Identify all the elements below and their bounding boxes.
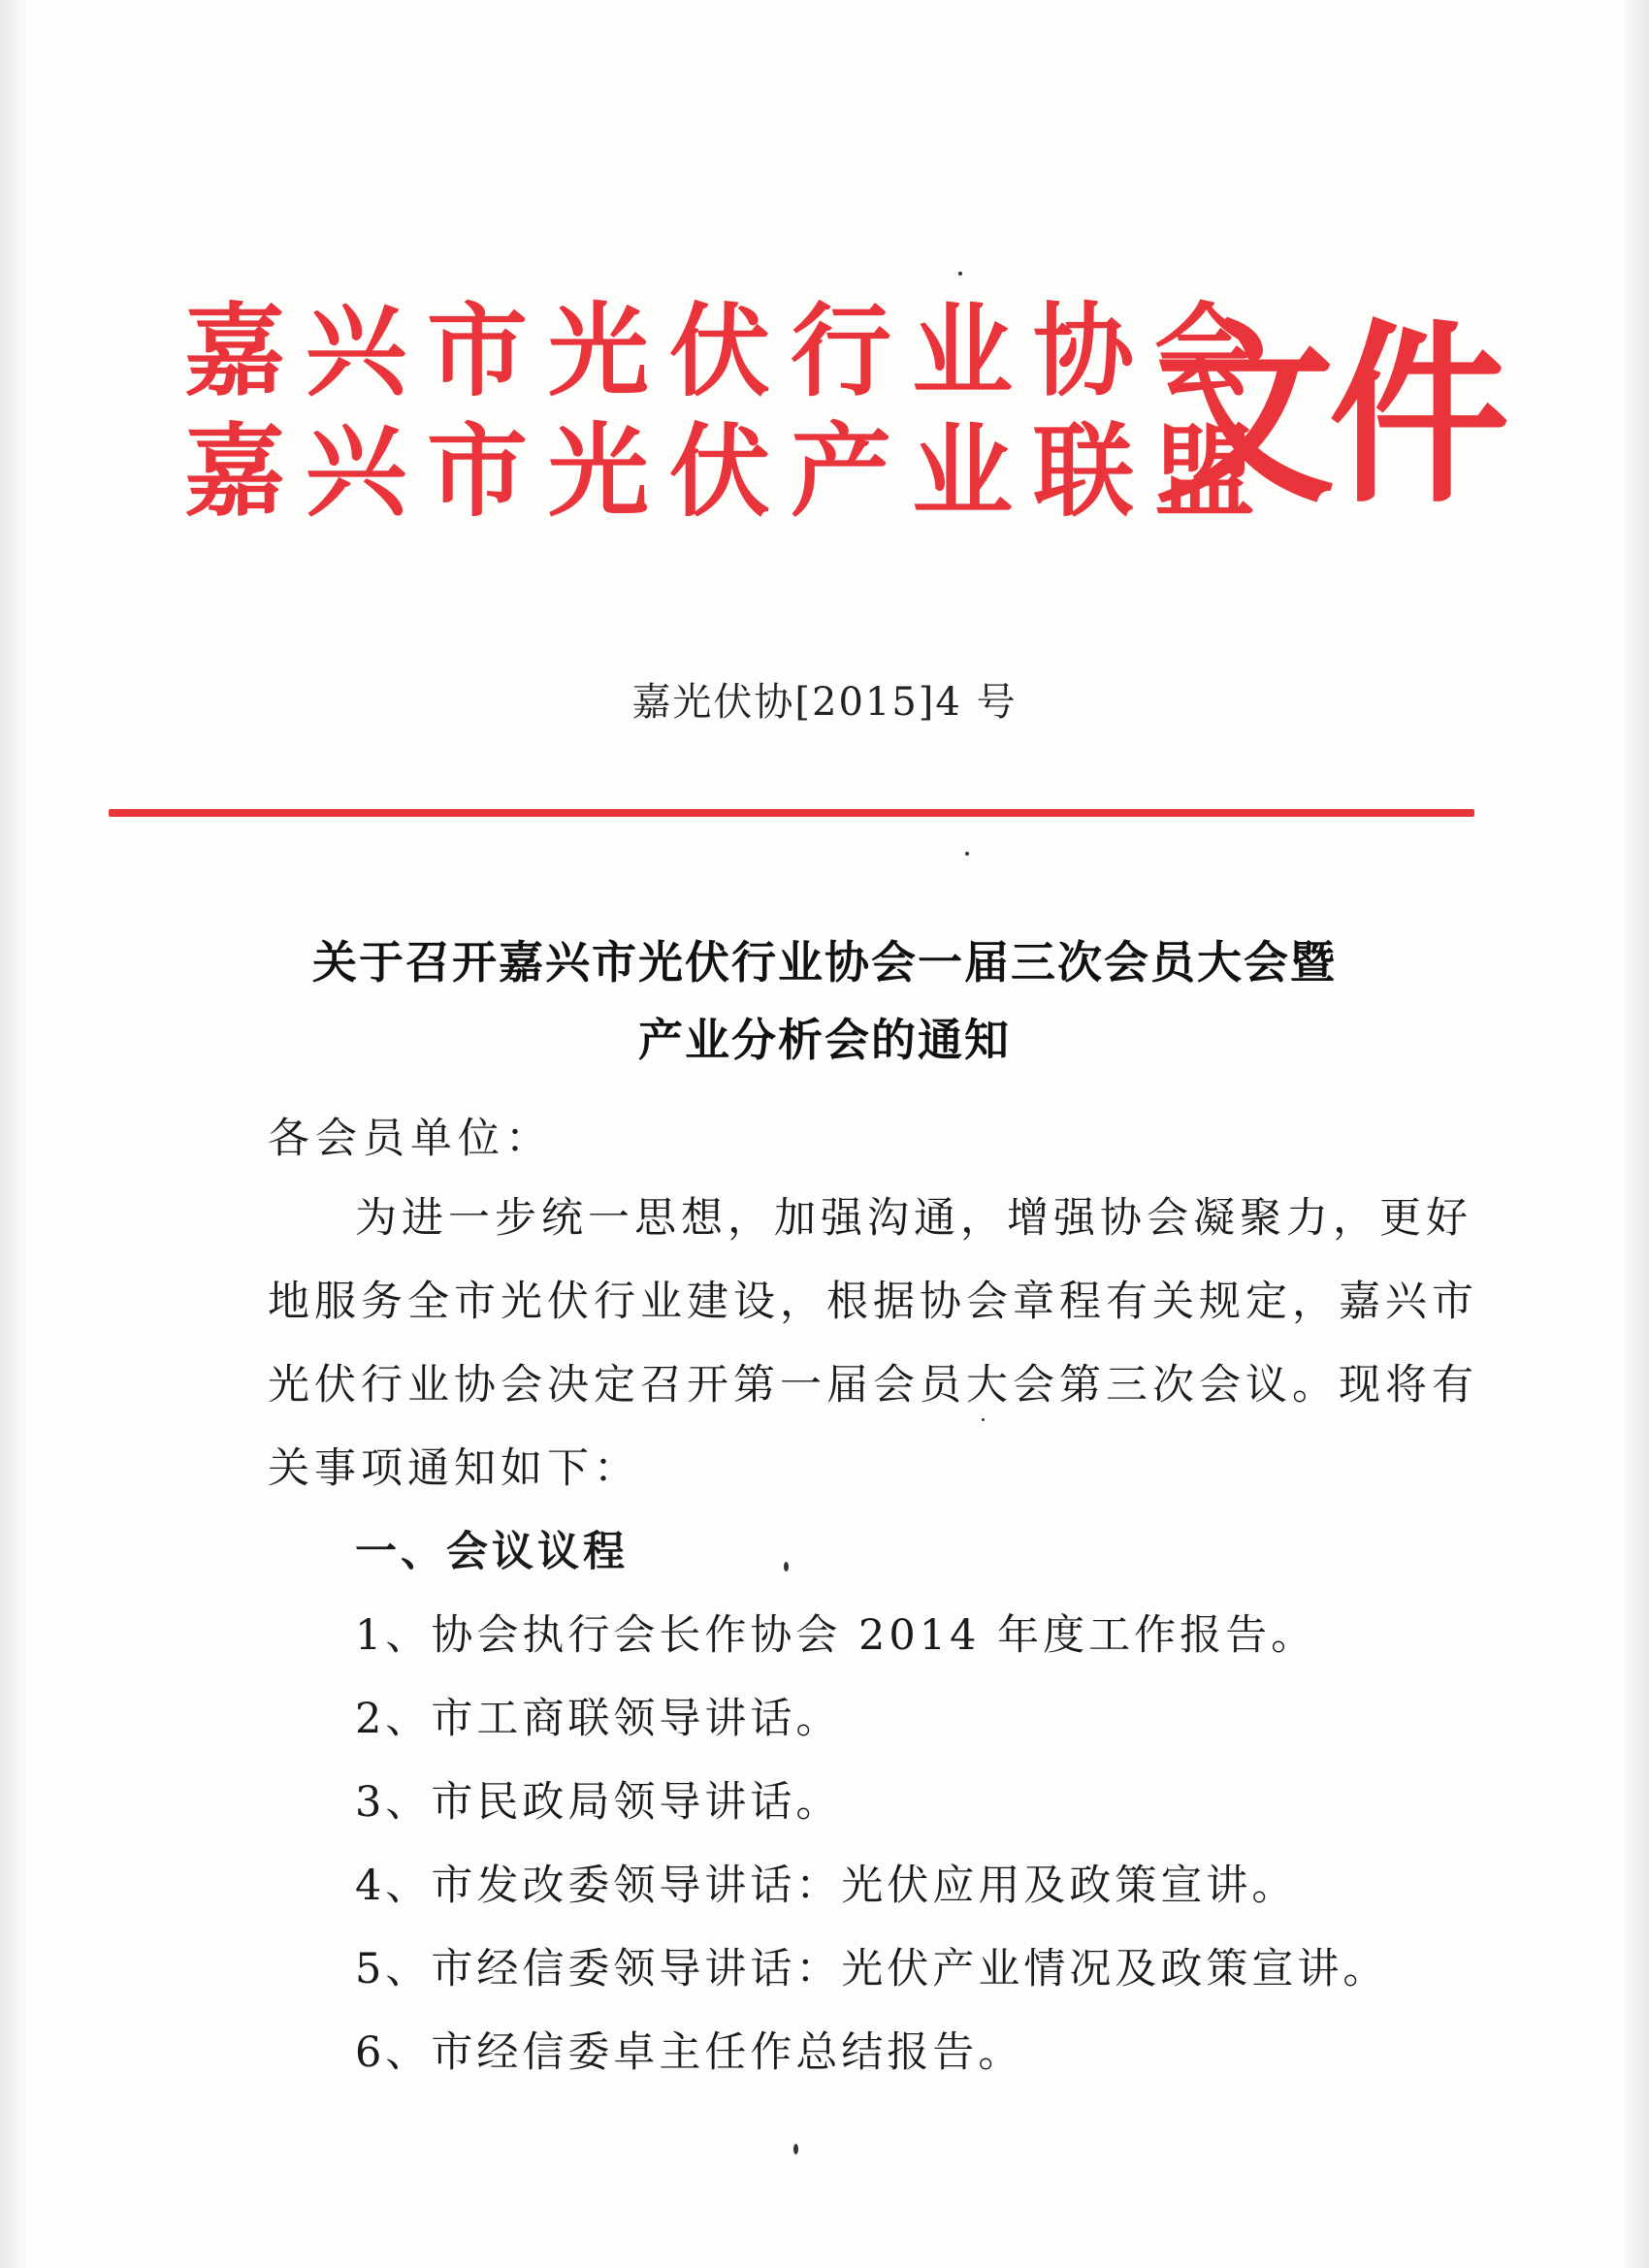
intro-line-2: 地服务全市光伏行业建设，根据协会章程有关规定，嘉兴市 [268,1278,1478,1326]
document-number: 嘉光伏协[2015]4 号 [631,680,1018,725]
scan-speck [793,2144,798,2155]
agenda-item: 1、协会执行会长作协会 2014 年度工作报告。 [355,1611,1317,1660]
issuer-line-association: 嘉兴市光伏行业协会 [184,291,1277,410]
scan-speck [958,272,962,275]
title-line-1: 关于召开嘉兴市光伏行业协会一届三次会员大会暨 [312,936,1337,988]
scan-edge-right [1624,0,1649,2268]
scan-speck [965,852,969,856]
intro-line-1: 为进一步统一思想，加强沟通，增强协会凝聚力，更好 [355,1194,1472,1243]
agenda-item: 2、市工商联领导讲话。 [355,1695,842,1743]
section-heading-agenda: 一、会议议程 [355,1528,629,1576]
scan-edge-left [0,0,25,2268]
agenda-item: 5、市经信委领导讲话：光伏产业情况及政策宣讲。 [355,1945,1389,1993]
doc-type-label: 文件 [1154,300,1504,530]
agenda-item: 3、市民政局领导讲话。 [355,1778,842,1827]
salutation: 各会员单位： [268,1115,553,1163]
issuer-names [184,291,1276,532]
issuer-line-alliance: 嘉兴市光伏产业联盟 [184,411,1277,531]
notice-title [0,923,1649,1079]
title-line-2: 产业分析会的通知 [638,1014,1011,1066]
scan-speck [982,1418,985,1421]
scan-speck [784,1562,789,1571]
agenda-item: 4、市发改委领导讲话：光伏应用及政策宣讲。 [355,1862,1298,1910]
agenda-item: 6、市经信委卓主任作总结报告。 [355,2028,1024,2077]
red-separator-rule [109,809,1474,817]
intro-line-3: 光伏行业协会决定召开第一届会员大会第三次会议。现将有 [268,1361,1478,1409]
red-letterhead [184,291,1504,572]
intro-line-4: 关事项通知如下： [268,1444,640,1493]
